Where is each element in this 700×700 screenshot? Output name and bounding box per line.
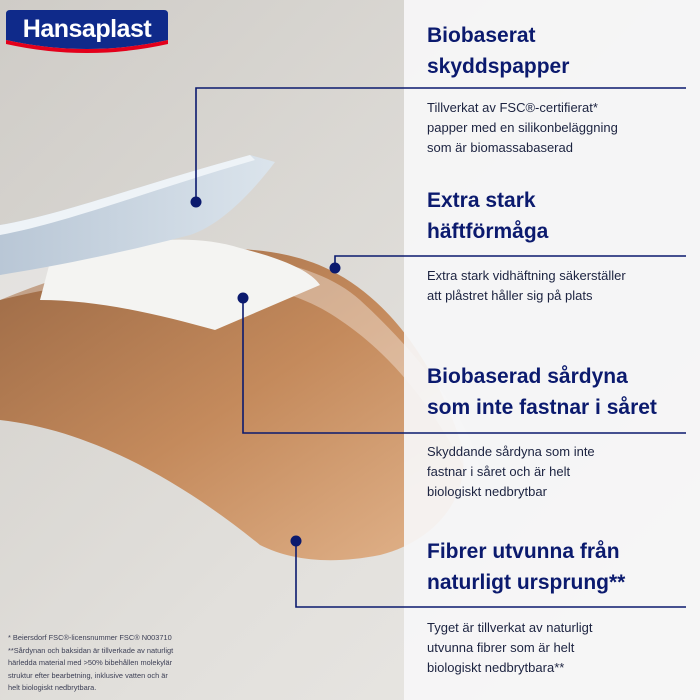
feature-desc-pad bbox=[427, 442, 595, 502]
footnote-line: härledda material med >50% bibehållen molekylär bbox=[8, 658, 173, 668]
callout-dot-pad bbox=[238, 293, 249, 304]
desc-line: Tillverkat av FSC®-certifierat* bbox=[427, 100, 598, 115]
feature-desc-paper bbox=[427, 98, 618, 158]
feature-title-paper bbox=[427, 20, 569, 82]
title-line: Fibrer utvunna från bbox=[427, 540, 620, 563]
footnote-line: struktur efter bearbetning, inklusive vatten och är bbox=[8, 670, 168, 680]
title-line: häftförmåga bbox=[427, 220, 549, 243]
feature-desc-adhesive bbox=[427, 266, 626, 306]
footnote-line: * Beiersdorf FSC®-licensnummer FSC® N003710 bbox=[8, 633, 172, 642]
title-line: som inte fastnar i såret bbox=[427, 396, 657, 419]
title-line: Biobaserat bbox=[427, 24, 536, 47]
desc-line: papper med en silikonbeläggning bbox=[427, 120, 618, 135]
desc-line: fastnar i såret och är helt bbox=[427, 464, 571, 479]
desc-line: Skyddande sårdyna som inte bbox=[427, 444, 595, 459]
desc-line: som är biomassabaserad bbox=[427, 140, 573, 155]
desc-line: Extra stark vidhäftning säkerställer bbox=[427, 268, 626, 283]
title-line: Extra stark bbox=[427, 189, 536, 212]
footnote-line: helt biologiskt nedbrytbara. bbox=[8, 683, 97, 693]
feature-title-adhesive bbox=[427, 185, 548, 247]
title-line: Biobaserad sårdyna bbox=[427, 365, 628, 388]
desc-line: biologiskt nedbrytbar bbox=[427, 484, 547, 499]
feature-title-pad bbox=[427, 361, 657, 423]
desc-line: Tyget är tillverkat av naturligt bbox=[427, 620, 593, 635]
feature-title-fibers bbox=[427, 536, 625, 598]
desc-line: biologiskt nedbrytbara** bbox=[427, 660, 565, 675]
footnotes bbox=[8, 632, 348, 695]
title-line: skyddspapper bbox=[427, 55, 570, 78]
callout-dot-fibers bbox=[291, 536, 302, 547]
hansaplast-logo bbox=[6, 10, 168, 54]
callout-dot-paper bbox=[191, 197, 202, 208]
feature-desc-fibers bbox=[427, 618, 592, 678]
desc-line: att plåstret håller sig på plats bbox=[427, 288, 593, 303]
callout-dot-adhesive bbox=[330, 263, 341, 274]
brand-name: Hansaplast bbox=[22, 15, 152, 43]
footnote-line: **Sårdynan och baksidan är tillverkade av naturligt bbox=[8, 645, 174, 655]
title-line: naturligt ursprung** bbox=[427, 571, 626, 594]
desc-line: utvunna fibrer som är helt bbox=[427, 640, 575, 655]
